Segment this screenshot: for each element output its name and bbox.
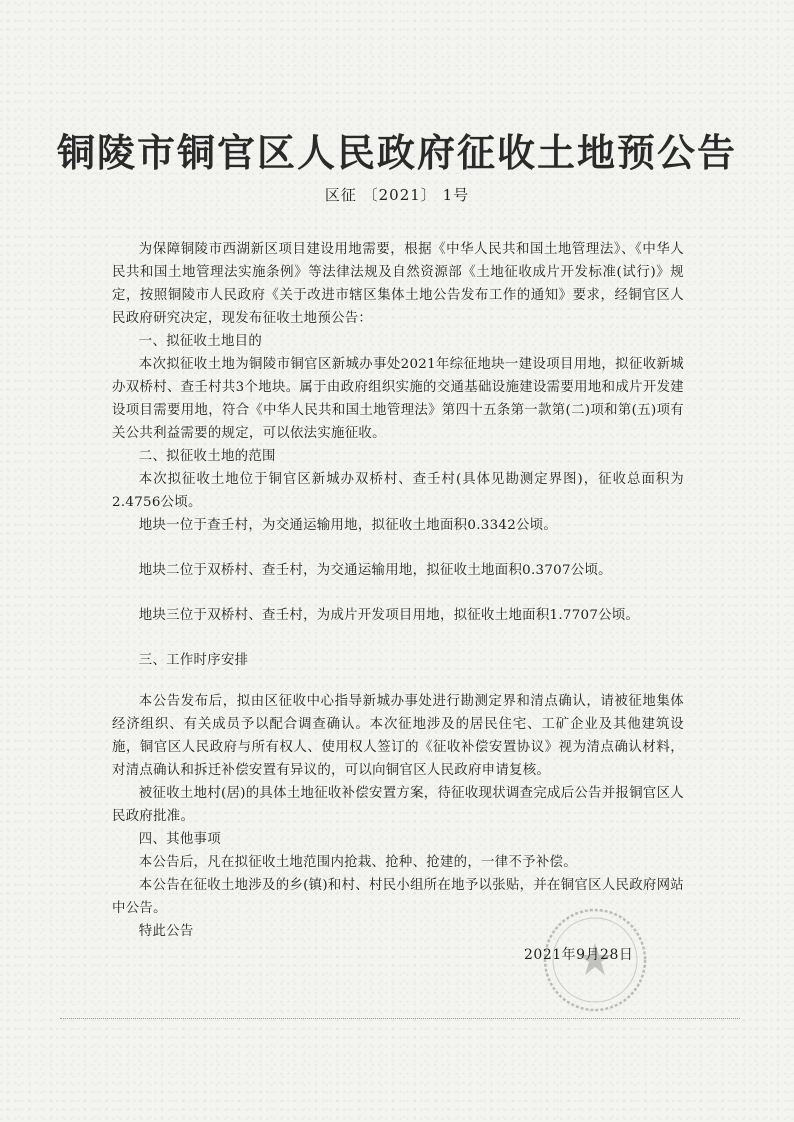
closing-text: 特此公告: [138, 924, 194, 939]
section1-heading: 一、拟征收土地目的: [138, 334, 263, 349]
section3-paragraph-2: 被征收土地村(居)的具体土地征收补偿安置方案，待征收现状调查完成后公告并报铜官区人民政府批准。: [112, 786, 684, 824]
signing-date: 2021年9月28日: [524, 947, 634, 963]
bottom-divider: [60, 1018, 740, 1019]
section3-paragraph-1: 本公告发布后，拟由区征收中心指导新城办事处进行勘测定界和清点确认，请被征地集体经济组织、有关成员予以配合调查确认。本次征地涉及的居民住宅、工矿企业及其他建筑设施，铜官区人民政府与所有权人、使用权人签订的《征收补偿安置协议》视为清点确认材料，对清点确认和拆迁补偿安置有异议的，可以向铜官区人民政府申请复核。: [112, 694, 684, 778]
intro-paragraph: 为保障铜陵市西湖新区项目建设用地需要，根据《中华人民共和国土地管理法》、《中华人民共和国土地管理法实施条例》等法律法规及自然资源部《土地征收成片开发标准(试行)》规定，按照铜陵市人民政府《关于改进市辖区集体土地公告发布工作的通知》要求，经铜官区人民政府研究决定，现发布征收土地预公告：: [112, 242, 684, 326]
section1-paragraph: 本次拟征收土地为铜陵市铜官区新城办事处2021年综征地块一建设项目用地，拟征收新城办双桥村、查壬村共3个地块。属于由政府组织实施的交通基础设施建设需要用地和成片开发建设项目需要用地，符合《中华人民共和国土地管理法》第四十五条第一款第(二)项和第(五)项有关公共利益需要的规定，可以依法实施征收。: [112, 357, 684, 441]
section3-heading: 三、工作时序安排: [138, 653, 249, 668]
plot1-paragraph: 地块一位于查壬村，为交通运输用地，拟征收土地面积0.3342公顷。: [138, 518, 558, 533]
document-body: [112, 238, 684, 943]
plot3-paragraph: 地块三位于双桥村、查壬村，为成片开发项目用地，拟征收土地面积1.7707公顷。: [138, 608, 640, 623]
document-number: 区征 〔2021〕 1号: [324, 186, 470, 204]
section2-paragraph: 本次拟征收土地位于铜官区新城办双桥村、查壬村(具体见勘测定界图)，征收总面积为2.4756公顷。: [112, 472, 684, 510]
page-title: 铜陵市铜官区人民政府征收土地预公告: [56, 130, 737, 175]
section4-heading: 四、其他事项: [138, 832, 221, 847]
section2-heading: 二、拟征收土地的范围: [138, 449, 276, 464]
section4-paragraph-1: 本公告后，凡在拟征收土地范围内抢栽、抢种、抢建的，一律不予补偿。: [138, 855, 577, 870]
plot2-paragraph: 地块二位于双桥村、查壬村，为交通运输用地，拟征收土地面积0.3707公顷。: [138, 563, 612, 578]
section4-paragraph-2: 本公告在征收土地涉及的乡(镇)和村、村民小组所在地予以张贴，并在铜官区人民政府网站中公告。: [112, 878, 684, 916]
